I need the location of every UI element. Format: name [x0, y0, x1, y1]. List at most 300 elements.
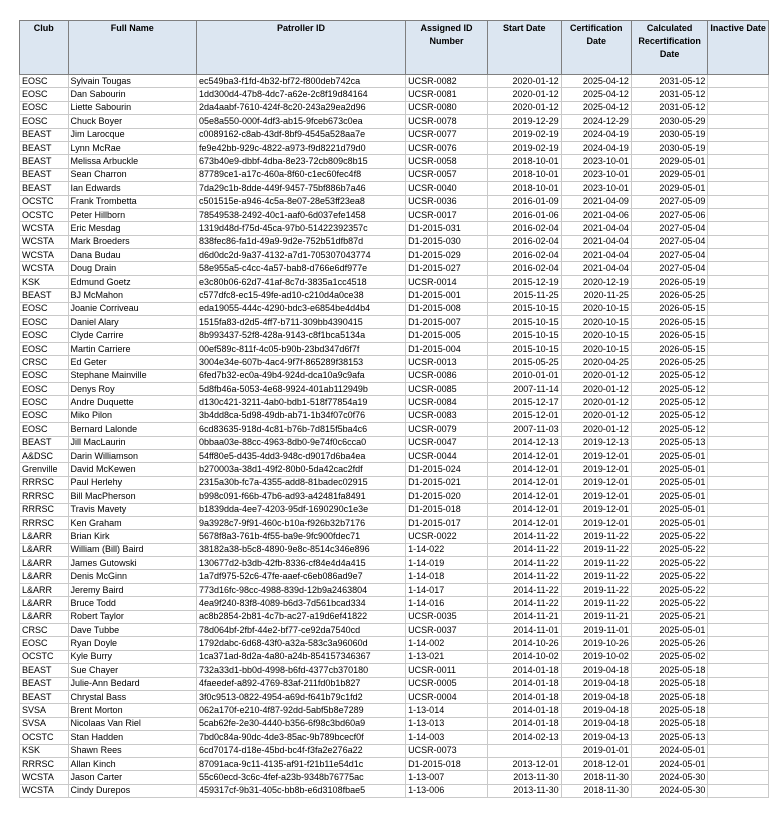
cell-recertification-date[interactable]: 2025-05-01 — [631, 463, 708, 476]
cell-start-date[interactable]: 2014-12-01 — [487, 463, 561, 476]
cell-start-date[interactable]: 2014-12-01 — [487, 516, 561, 529]
cell-certification-date[interactable]: 2019-11-22 — [561, 583, 631, 596]
cell-certification-date[interactable]: 2019-11-22 — [561, 530, 631, 543]
cell-assigned-id[interactable]: UCSR-0014 — [406, 275, 488, 288]
cell-full-name[interactable]: William (Bill) Baird — [68, 543, 196, 556]
cell-full-name[interactable]: Joanie Corriveau — [68, 302, 196, 315]
cell-inactive-date[interactable] — [708, 115, 769, 128]
cell-recertification-date[interactable]: 2025-05-12 — [631, 382, 708, 395]
cell-certification-date[interactable]: 2021-04-04 — [561, 235, 631, 248]
cell-patroller-id[interactable]: 773d16fc-98cc-4988-839d-12b9a2463804 — [196, 583, 405, 596]
cell-certification-date[interactable]: 2020-01-12 — [561, 369, 631, 382]
cell-inactive-date[interactable] — [708, 289, 769, 302]
cell-recertification-date[interactable]: 2025-05-01 — [631, 476, 708, 489]
cell-inactive-date[interactable] — [708, 128, 769, 141]
cell-start-date[interactable]: 2014-11-22 — [487, 570, 561, 583]
cell-patroller-id[interactable]: 55c60ecd-3c6c-4fef-a23b-9348b76775ac — [196, 771, 405, 784]
cell-patroller-id[interactable]: 87091aca-9c11-4135-af91-f21b11e54d1c — [196, 757, 405, 770]
header-inactive-date[interactable]: Inactive Date — [708, 21, 769, 75]
cell-patroller-id[interactable]: 673b40e9-dbbf-4dba-8e23-72cb809c8b15 — [196, 155, 405, 168]
cell-assigned-id[interactable]: UCSR-0005 — [406, 677, 488, 690]
cell-patroller-id[interactable]: 6cd83635-918d-4c81-b76b-7d815f5ba4c6 — [196, 423, 405, 436]
cell-club[interactable]: WCSTA — [20, 235, 69, 248]
cell-inactive-date[interactable] — [708, 557, 769, 570]
cell-full-name[interactable]: Martin Carriere — [68, 342, 196, 355]
cell-assigned-id[interactable]: 1-13-021 — [406, 650, 488, 663]
cell-start-date[interactable]: 2018-10-01 — [487, 168, 561, 181]
cell-inactive-date[interactable] — [708, 182, 769, 195]
cell-inactive-date[interactable] — [708, 624, 769, 637]
cell-club[interactable]: OCSTC — [20, 195, 69, 208]
cell-full-name[interactable]: Jim Larocque — [68, 128, 196, 141]
cell-inactive-date[interactable] — [708, 316, 769, 329]
cell-recertification-date[interactable]: 2025-05-22 — [631, 570, 708, 583]
cell-start-date[interactable]: 2014-12-01 — [487, 476, 561, 489]
cell-assigned-id[interactable]: UCSR-0044 — [406, 449, 488, 462]
cell-start-date[interactable]: 2014-01-18 — [487, 677, 561, 690]
cell-start-date[interactable]: 2016-01-09 — [487, 195, 561, 208]
cell-certification-date[interactable]: 2019-12-01 — [561, 516, 631, 529]
cell-inactive-date[interactable] — [708, 369, 769, 382]
cell-recertification-date[interactable]: 2025-05-01 — [631, 449, 708, 462]
cell-club[interactable]: BEAST — [20, 128, 69, 141]
cell-recertification-date[interactable]: 2025-05-12 — [631, 423, 708, 436]
cell-inactive-date[interactable] — [708, 476, 769, 489]
cell-start-date[interactable]: 2016-02-04 — [487, 249, 561, 262]
cell-full-name[interactable]: Travis Mavety — [68, 503, 196, 516]
cell-recertification-date[interactable]: 2025-05-22 — [631, 583, 708, 596]
cell-recertification-date[interactable]: 2025-05-18 — [631, 690, 708, 703]
cell-full-name[interactable]: Stephane Mainville — [68, 369, 196, 382]
cell-recertification-date[interactable]: 2029-05-01 — [631, 168, 708, 181]
cell-patroller-id[interactable]: eda19055-444c-4290-bdc3-e6854be4d4b4 — [196, 302, 405, 315]
cell-recertification-date[interactable]: 2030-05-29 — [631, 115, 708, 128]
cell-assigned-id[interactable]: D1-2015-027 — [406, 262, 488, 275]
cell-club[interactable]: EOSC — [20, 637, 69, 650]
cell-recertification-date[interactable]: 2025-05-18 — [631, 704, 708, 717]
cell-full-name[interactable]: Sean Charron — [68, 168, 196, 181]
cell-recertification-date[interactable]: 2026-05-15 — [631, 329, 708, 342]
cell-club[interactable]: EOSC — [20, 302, 69, 315]
cell-patroller-id[interactable]: 1dd300d4-47b8-4dc7-a62e-2c8f19d84164 — [196, 88, 405, 101]
cell-club[interactable]: OCSTC — [20, 731, 69, 744]
cell-patroller-id[interactable]: c501515e-a946-4c5a-8e07-28e53ff23ea8 — [196, 195, 405, 208]
cell-assigned-id[interactable]: UCSR-0013 — [406, 356, 488, 369]
cell-patroller-id[interactable]: 78549538-2492-40c1-aaf0-6d037efe1458 — [196, 208, 405, 221]
cell-inactive-date[interactable] — [708, 88, 769, 101]
header-certification-date[interactable]: Certification Date — [561, 21, 631, 75]
cell-club[interactable]: EOSC — [20, 382, 69, 395]
cell-club[interactable]: BEAST — [20, 168, 69, 181]
cell-certification-date[interactable]: 2019-12-01 — [561, 449, 631, 462]
cell-certification-date[interactable]: 2020-10-15 — [561, 329, 631, 342]
cell-club[interactable]: L&ARR — [20, 583, 69, 596]
cell-patroller-id[interactable]: b998c091-f66b-47b6-ad93-a42481fa8491 — [196, 490, 405, 503]
cell-inactive-date[interactable] — [708, 784, 769, 797]
cell-full-name[interactable]: James Gutowski — [68, 557, 196, 570]
cell-inactive-date[interactable] — [708, 302, 769, 315]
cell-full-name[interactable]: Dave Tubbe — [68, 624, 196, 637]
cell-club[interactable]: BEAST — [20, 664, 69, 677]
cell-recertification-date[interactable]: 2024-05-01 — [631, 757, 708, 770]
cell-club[interactable]: L&ARR — [20, 557, 69, 570]
cell-certification-date[interactable]: 2019-12-13 — [561, 436, 631, 449]
cell-recertification-date[interactable]: 2026-05-25 — [631, 356, 708, 369]
cell-club[interactable]: RRRSC — [20, 476, 69, 489]
cell-start-date[interactable]: 2019-12-29 — [487, 115, 561, 128]
cell-certification-date[interactable]: 2019-04-18 — [561, 690, 631, 703]
cell-start-date[interactable]: 2007-11-14 — [487, 382, 561, 395]
cell-patroller-id[interactable]: d130c421-3211-4ab0-bdb1-518f77854a19 — [196, 396, 405, 409]
cell-certification-date[interactable]: 2019-12-01 — [561, 476, 631, 489]
cell-assigned-id[interactable]: UCSR-0081 — [406, 88, 488, 101]
cell-club[interactable]: RRRSC — [20, 516, 69, 529]
cell-full-name[interactable]: Melissa Arbuckle — [68, 155, 196, 168]
header-full-name[interactable]: Full Name — [68, 21, 196, 75]
cell-assigned-id[interactable]: 1-14-016 — [406, 597, 488, 610]
cell-inactive-date[interactable] — [708, 731, 769, 744]
cell-full-name[interactable]: Clyde Carrire — [68, 329, 196, 342]
cell-patroller-id[interactable]: b270003a-38d1-49f2-80b0-5da42cac2fdf — [196, 463, 405, 476]
cell-recertification-date[interactable]: 2025-05-18 — [631, 677, 708, 690]
cell-certification-date[interactable]: 2020-10-15 — [561, 342, 631, 355]
cell-full-name[interactable]: Bruce Todd — [68, 597, 196, 610]
cell-start-date[interactable]: 2015-10-15 — [487, 342, 561, 355]
cell-patroller-id[interactable]: 1ca371ad-8d2a-4a80-a24b-854157346367 — [196, 650, 405, 663]
cell-club[interactable]: EOSC — [20, 329, 69, 342]
cell-certification-date[interactable]: 2020-01-12 — [561, 382, 631, 395]
cell-assigned-id[interactable]: UCSR-0047 — [406, 436, 488, 449]
cell-certification-date[interactable]: 2021-04-06 — [561, 208, 631, 221]
cell-patroller-id[interactable]: 1515fa83-d2d5-4ff7-b711-309bb4390415 — [196, 316, 405, 329]
cell-patroller-id[interactable]: 1a7df975-52c6-47fe-aaef-c6eb086ad9e7 — [196, 570, 405, 583]
cell-patroller-id[interactable]: 7da29c1b-8dde-449f-9457-75bf886b7a46 — [196, 182, 405, 195]
cell-start-date[interactable]: 2016-02-04 — [487, 235, 561, 248]
cell-assigned-id[interactable]: 1-14-022 — [406, 543, 488, 556]
cell-certification-date[interactable]: 2018-12-01 — [561, 757, 631, 770]
cell-patroller-id[interactable]: d6d0dc2d-9a37-4132-a7d1-705307043774 — [196, 249, 405, 262]
header-start-date[interactable]: Start Date — [487, 21, 561, 75]
cell-assigned-id[interactable]: D1-2015-021 — [406, 476, 488, 489]
cell-recertification-date[interactable]: 2025-05-13 — [631, 731, 708, 744]
cell-patroller-id[interactable]: 2da4aabf-7610-424f-8c20-243a29ea2d96 — [196, 101, 405, 114]
cell-patroller-id[interactable]: 3f0c9513-0822-4954-a69d-f641b79c1fd2 — [196, 690, 405, 703]
cell-full-name[interactable]: Doug Drain — [68, 262, 196, 275]
cell-certification-date[interactable]: 2025-04-12 — [561, 101, 631, 114]
cell-club[interactable]: SVSA — [20, 717, 69, 730]
cell-assigned-id[interactable]: UCSR-0037 — [406, 624, 488, 637]
cell-inactive-date[interactable] — [708, 342, 769, 355]
cell-certification-date[interactable]: 2020-12-19 — [561, 275, 631, 288]
cell-recertification-date[interactable]: 2025-05-02 — [631, 650, 708, 663]
cell-patroller-id[interactable]: 38182a38-b5c8-4890-9e8c-8514c346e896 — [196, 543, 405, 556]
cell-certification-date[interactable]: 2019-11-22 — [561, 557, 631, 570]
cell-club[interactable]: WCSTA — [20, 771, 69, 784]
cell-assigned-id[interactable]: UCSR-0057 — [406, 168, 488, 181]
cell-club[interactable]: L&ARR — [20, 570, 69, 583]
cell-start-date[interactable]: 2016-02-04 — [487, 262, 561, 275]
cell-full-name[interactable]: Allan Kinch — [68, 757, 196, 770]
cell-club[interactable]: CRSC — [20, 624, 69, 637]
cell-start-date[interactable]: 2015-05-25 — [487, 356, 561, 369]
cell-full-name[interactable]: Peter Hillborn — [68, 208, 196, 221]
cell-start-date[interactable]: 2014-01-18 — [487, 690, 561, 703]
cell-inactive-date[interactable] — [708, 436, 769, 449]
cell-assigned-id[interactable]: 1-14-017 — [406, 583, 488, 596]
cell-inactive-date[interactable] — [708, 262, 769, 275]
cell-inactive-date[interactable] — [708, 382, 769, 395]
cell-certification-date[interactable]: 2023-10-01 — [561, 182, 631, 195]
cell-full-name[interactable]: Ed Geter — [68, 356, 196, 369]
cell-inactive-date[interactable] — [708, 155, 769, 168]
cell-certification-date[interactable]: 2019-01-01 — [561, 744, 631, 757]
cell-club[interactable]: CRSC — [20, 356, 69, 369]
cell-patroller-id[interactable]: 4faeedef-a892-4769-83af-211fd0b1b827 — [196, 677, 405, 690]
cell-certification-date[interactable]: 2019-11-22 — [561, 543, 631, 556]
cell-full-name[interactable]: Andre Duquette — [68, 396, 196, 409]
cell-club[interactable]: BEAST — [20, 155, 69, 168]
cell-certification-date[interactable]: 2019-12-01 — [561, 503, 631, 516]
cell-full-name[interactable]: Brent Morton — [68, 704, 196, 717]
cell-inactive-date[interactable] — [708, 101, 769, 114]
cell-club[interactable]: L&ARR — [20, 543, 69, 556]
cell-assigned-id[interactable]: D1-2015-017 — [406, 516, 488, 529]
cell-patroller-id[interactable]: 6fed7b32-ec0a-49b4-924d-dca10a9c9afa — [196, 369, 405, 382]
cell-inactive-date[interactable] — [708, 75, 769, 88]
cell-patroller-id[interactable]: c0089162-c8ab-43df-8bf9-4545a528aa7e — [196, 128, 405, 141]
cell-inactive-date[interactable] — [708, 141, 769, 154]
cell-inactive-date[interactable] — [708, 249, 769, 262]
cell-inactive-date[interactable] — [708, 717, 769, 730]
cell-inactive-date[interactable] — [708, 744, 769, 757]
cell-certification-date[interactable]: 2019-04-18 — [561, 704, 631, 717]
cell-full-name[interactable]: Denis McGinn — [68, 570, 196, 583]
header-club[interactable]: Club — [20, 21, 69, 75]
cell-start-date[interactable]: 2020-01-12 — [487, 88, 561, 101]
cell-certification-date[interactable]: 2019-11-22 — [561, 597, 631, 610]
cell-certification-date[interactable]: 2019-04-18 — [561, 717, 631, 730]
cell-start-date[interactable]: 2014-11-22 — [487, 557, 561, 570]
cell-certification-date[interactable]: 2019-04-18 — [561, 664, 631, 677]
cell-club[interactable]: WCSTA — [20, 784, 69, 797]
cell-inactive-date[interactable] — [708, 570, 769, 583]
cell-full-name[interactable]: Daniel Alary — [68, 316, 196, 329]
cell-assigned-id[interactable]: UCSR-0086 — [406, 369, 488, 382]
cell-assigned-id[interactable]: UCSR-0085 — [406, 382, 488, 395]
cell-start-date[interactable]: 2015-12-01 — [487, 409, 561, 422]
cell-full-name[interactable]: Paul Herlehy — [68, 476, 196, 489]
cell-start-date[interactable]: 2014-11-21 — [487, 610, 561, 623]
cell-start-date[interactable]: 2014-11-01 — [487, 624, 561, 637]
cell-certification-date[interactable]: 2019-10-26 — [561, 637, 631, 650]
cell-assigned-id[interactable]: D1-2015-018 — [406, 757, 488, 770]
cell-start-date[interactable]: 2016-01-06 — [487, 208, 561, 221]
cell-patroller-id[interactable]: 838fec86-fa1d-49a9-9d2e-752b51dfb87d — [196, 235, 405, 248]
cell-assigned-id[interactable]: 1-13-013 — [406, 717, 488, 730]
cell-club[interactable]: L&ARR — [20, 597, 69, 610]
cell-full-name[interactable]: Bernard Lalonde — [68, 423, 196, 436]
cell-full-name[interactable]: Darin Williamson — [68, 449, 196, 462]
cell-full-name[interactable]: Dana Budau — [68, 249, 196, 262]
cell-full-name[interactable]: Ian Edwards — [68, 182, 196, 195]
cell-certification-date[interactable]: 2019-11-22 — [561, 570, 631, 583]
cell-club[interactable]: BEAST — [20, 182, 69, 195]
cell-inactive-date[interactable] — [708, 503, 769, 516]
cell-inactive-date[interactable] — [708, 664, 769, 677]
cell-recertification-date[interactable]: 2027-05-04 — [631, 249, 708, 262]
cell-recertification-date[interactable]: 2026-05-19 — [631, 275, 708, 288]
cell-patroller-id[interactable]: 05e8a550-000f-4df3-ab15-9fceb673c0ea — [196, 115, 405, 128]
cell-start-date[interactable]: 2015-11-25 — [487, 289, 561, 302]
cell-assigned-id[interactable]: UCSR-0004 — [406, 690, 488, 703]
cell-assigned-id[interactable]: D1-2015-005 — [406, 329, 488, 342]
cell-inactive-date[interactable] — [708, 409, 769, 422]
cell-inactive-date[interactable] — [708, 757, 769, 770]
cell-club[interactable]: EOSC — [20, 75, 69, 88]
cell-inactive-date[interactable] — [708, 597, 769, 610]
cell-club[interactable]: BEAST — [20, 141, 69, 154]
cell-assigned-id[interactable]: UCSR-0080 — [406, 101, 488, 114]
cell-start-date[interactable]: 2019-02-19 — [487, 128, 561, 141]
cell-start-date[interactable]: 2015-10-15 — [487, 302, 561, 315]
cell-certification-date[interactable]: 2019-12-01 — [561, 490, 631, 503]
cell-assigned-id[interactable]: UCSR-0078 — [406, 115, 488, 128]
cell-recertification-date[interactable]: 2026-05-25 — [631, 289, 708, 302]
cell-full-name[interactable]: Shawn Rees — [68, 744, 196, 757]
cell-certification-date[interactable]: 2020-01-12 — [561, 423, 631, 436]
cell-patroller-id[interactable]: 459317cf-9b31-405c-bb8b-e6d3108fbae5 — [196, 784, 405, 797]
cell-inactive-date[interactable] — [708, 516, 769, 529]
cell-patroller-id[interactable]: b1839dda-4ee7-4203-95df-1690290c1e3e — [196, 503, 405, 516]
cell-patroller-id[interactable]: 9a3928c7-9f91-460c-b10a-f926b32b7176 — [196, 516, 405, 529]
cell-full-name[interactable]: Jason Carter — [68, 771, 196, 784]
cell-club[interactable]: WCSTA — [20, 262, 69, 275]
cell-start-date[interactable]: 2014-11-22 — [487, 583, 561, 596]
cell-club[interactable]: EOSC — [20, 396, 69, 409]
cell-club[interactable]: OCSTC — [20, 650, 69, 663]
cell-full-name[interactable]: Denys Roy — [68, 382, 196, 395]
cell-start-date[interactable]: 2020-01-12 — [487, 75, 561, 88]
cell-assigned-id[interactable]: UCSR-0077 — [406, 128, 488, 141]
cell-certification-date[interactable]: 2019-04-13 — [561, 731, 631, 744]
cell-start-date[interactable]: 2013-12-01 — [487, 757, 561, 770]
cell-assigned-id[interactable]: UCSR-0022 — [406, 530, 488, 543]
cell-certification-date[interactable]: 2018-11-30 — [561, 784, 631, 797]
cell-certification-date[interactable]: 2020-01-12 — [561, 396, 631, 409]
cell-club[interactable]: WCSTA — [20, 222, 69, 235]
cell-full-name[interactable]: Miko Pilon — [68, 409, 196, 422]
cell-club[interactable]: RRRSC — [20, 757, 69, 770]
cell-recertification-date[interactable]: 2025-05-12 — [631, 369, 708, 382]
cell-start-date[interactable]: 2007-11-03 — [487, 423, 561, 436]
cell-club[interactable]: EOSC — [20, 369, 69, 382]
cell-inactive-date[interactable] — [708, 543, 769, 556]
cell-start-date[interactable]: 2013-11-30 — [487, 784, 561, 797]
cell-start-date[interactable]: 2014-11-22 — [487, 530, 561, 543]
cell-start-date[interactable]: 2014-01-18 — [487, 704, 561, 717]
cell-full-name[interactable]: Brian Kirk — [68, 530, 196, 543]
cell-recertification-date[interactable]: 2025-05-22 — [631, 543, 708, 556]
cell-certification-date[interactable]: 2024-04-19 — [561, 141, 631, 154]
cell-assigned-id[interactable]: 1-14-002 — [406, 637, 488, 650]
cell-recertification-date[interactable]: 2029-05-01 — [631, 182, 708, 195]
cell-certification-date[interactable]: 2018-11-30 — [561, 771, 631, 784]
cell-patroller-id[interactable]: 5678f8a3-761b-4f55-ba9e-9fc900fdec71 — [196, 530, 405, 543]
header-recertification-date[interactable]: Calculated Recertification Date — [631, 21, 708, 75]
cell-assigned-id[interactable]: UCSR-0083 — [406, 409, 488, 422]
cell-club[interactable]: BEAST — [20, 436, 69, 449]
cell-recertification-date[interactable]: 2027-05-04 — [631, 235, 708, 248]
cell-recertification-date[interactable]: 2025-05-01 — [631, 624, 708, 637]
cell-club[interactable]: L&ARR — [20, 530, 69, 543]
cell-start-date[interactable]: 2020-01-12 — [487, 101, 561, 114]
cell-recertification-date[interactable]: 2025-05-18 — [631, 664, 708, 677]
cell-club[interactable]: BEAST — [20, 690, 69, 703]
cell-certification-date[interactable]: 2019-12-01 — [561, 463, 631, 476]
cell-club[interactable]: KSK — [20, 275, 69, 288]
cell-start-date[interactable]: 2014-01-18 — [487, 664, 561, 677]
cell-certification-date[interactable]: 2024-12-29 — [561, 115, 631, 128]
cell-start-date[interactable]: 2014-10-26 — [487, 637, 561, 650]
cell-club[interactable]: A&DSC — [20, 449, 69, 462]
cell-club[interactable]: EOSC — [20, 409, 69, 422]
cell-patroller-id[interactable]: 1792dabc-6d68-43f0-a32a-583c3a96060d — [196, 637, 405, 650]
cell-club[interactable]: EOSC — [20, 115, 69, 128]
cell-start-date[interactable]: 2014-12-01 — [487, 490, 561, 503]
cell-start-date[interactable]: 2015-10-15 — [487, 316, 561, 329]
cell-inactive-date[interactable] — [708, 530, 769, 543]
cell-recertification-date[interactable]: 2027-05-09 — [631, 195, 708, 208]
cell-club[interactable]: KSK — [20, 744, 69, 757]
cell-start-date[interactable]: 2014-01-18 — [487, 717, 561, 730]
cell-assigned-id[interactable]: UCSR-0058 — [406, 155, 488, 168]
cell-assigned-id[interactable]: D1-2015-024 — [406, 463, 488, 476]
cell-assigned-id[interactable]: UCSR-0076 — [406, 141, 488, 154]
cell-recertification-date[interactable]: 2025-05-22 — [631, 597, 708, 610]
cell-certification-date[interactable]: 2024-04-19 — [561, 128, 631, 141]
cell-recertification-date[interactable]: 2025-05-22 — [631, 557, 708, 570]
cell-patroller-id[interactable]: 2315a30b-fc7a-4355-add8-81badec02915 — [196, 476, 405, 489]
cell-patroller-id[interactable]: 0bbaa03e-88cc-4963-8db0-9e74f0c6cca0 — [196, 436, 405, 449]
cell-recertification-date[interactable]: 2031-05-12 — [631, 101, 708, 114]
cell-full-name[interactable]: David McKewen — [68, 463, 196, 476]
cell-certification-date[interactable]: 2020-04-25 — [561, 356, 631, 369]
cell-certification-date[interactable]: 2019-10-02 — [561, 650, 631, 663]
cell-inactive-date[interactable] — [708, 704, 769, 717]
cell-recertification-date[interactable]: 2027-05-04 — [631, 262, 708, 275]
cell-start-date[interactable]: 2014-11-22 — [487, 543, 561, 556]
cell-inactive-date[interactable] — [708, 690, 769, 703]
cell-recertification-date[interactable]: 2025-05-26 — [631, 637, 708, 650]
cell-start-date[interactable]: 2014-10-02 — [487, 650, 561, 663]
cell-club[interactable]: EOSC — [20, 88, 69, 101]
cell-start-date[interactable]: 2018-10-01 — [487, 155, 561, 168]
cell-full-name[interactable]: Chrystal Bass — [68, 690, 196, 703]
cell-inactive-date[interactable] — [708, 771, 769, 784]
cell-full-name[interactable]: Kyle Burry — [68, 650, 196, 663]
cell-full-name[interactable]: Sue Chayer — [68, 664, 196, 677]
cell-inactive-date[interactable] — [708, 168, 769, 181]
cell-recertification-date[interactable]: 2026-05-15 — [631, 316, 708, 329]
cell-recertification-date[interactable]: 2031-05-12 — [631, 88, 708, 101]
cell-start-date[interactable]: 2019-02-19 — [487, 141, 561, 154]
cell-patroller-id[interactable]: 58e955a5-c4cc-4a57-bab8-d766e6df977e — [196, 262, 405, 275]
cell-full-name[interactable]: Edmund Goetz — [68, 275, 196, 288]
cell-patroller-id[interactable]: fe9e42bb-929c-4822-a973-f9d8221d79d0 — [196, 141, 405, 154]
cell-certification-date[interactable]: 2021-04-04 — [561, 249, 631, 262]
cell-recertification-date[interactable]: 2027-05-04 — [631, 222, 708, 235]
header-assigned-id[interactable]: Assigned ID Number — [406, 21, 488, 75]
